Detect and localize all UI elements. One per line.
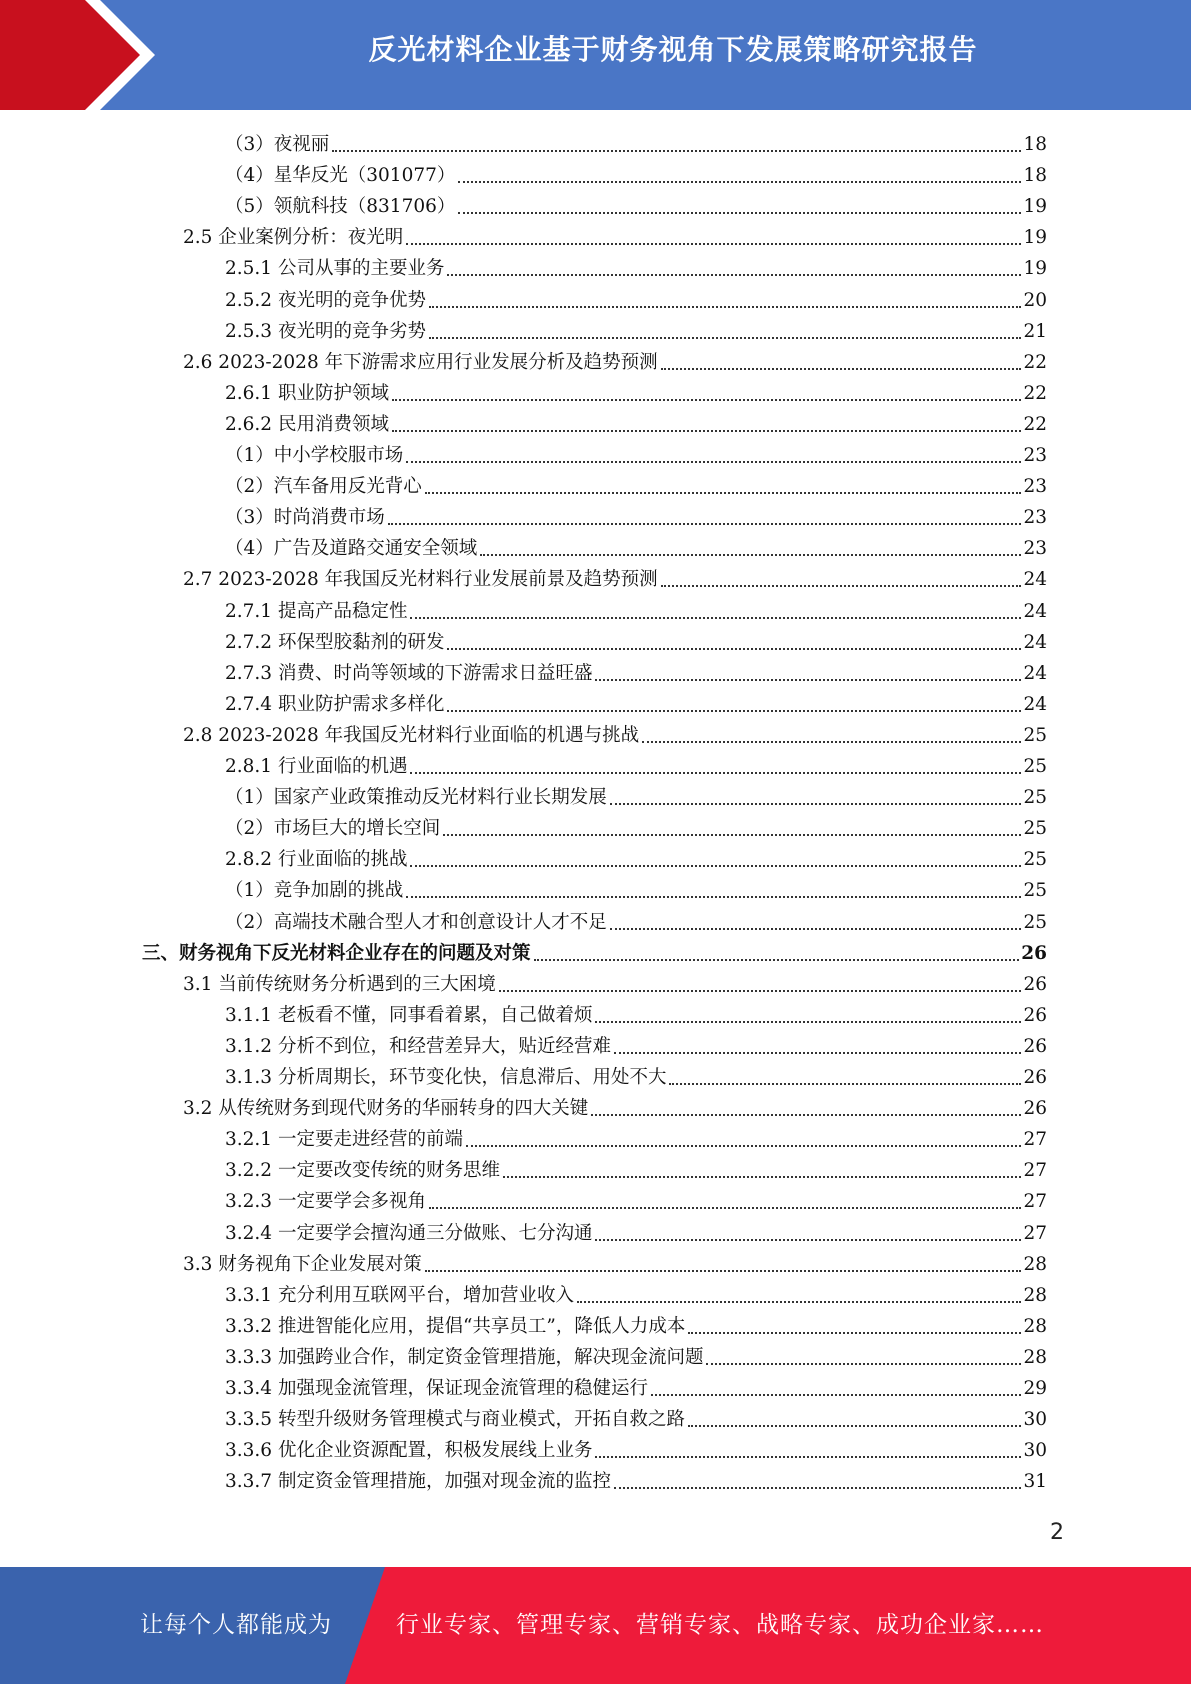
toc-entry[interactable] [225,469,1047,500]
toc-entry[interactable] [225,873,1047,904]
toc-entry-title: 2.5.3 夜光明的竞争劣势 [225,320,426,342]
toc-entry-page: 28 [1023,1346,1047,1368]
toc-entry[interactable] [225,1184,1047,1215]
toc-entry[interactable] [225,905,1047,936]
toc-dot-leader [447,273,1021,276]
toc-entry-title: 2.8.2 行业面临的挑战 [225,849,408,871]
toc-dot-leader [577,1300,1021,1303]
toc-entry-title: 2.7.1 提高产品稳定性 [225,600,408,622]
toc-dot-leader [466,1144,1021,1147]
toc-dot-leader [410,771,1021,774]
page-header [0,0,1191,110]
toc-entry[interactable] [183,718,1047,749]
toc-dot-leader [610,802,1022,805]
toc-entry-page: 30 [1023,1409,1047,1431]
toc-entry-title: 2.5.1 公司从事的主要业务 [225,258,445,280]
toc-entry[interactable] [225,407,1047,438]
toc-entry-page: 28 [1023,1315,1047,1337]
toc-dot-leader [410,864,1021,867]
toc-entry[interactable] [225,376,1047,407]
toc-entry[interactable] [225,780,1047,811]
toc-dot-leader [642,740,1021,743]
toc-dot-leader [425,491,1022,494]
toc-dot-leader [534,958,1020,961]
toc-entry[interactable] [225,1464,1047,1495]
toc-entry[interactable] [225,158,1047,189]
toc-entry[interactable] [225,1371,1047,1402]
toc-entry-title: （1）中小学校服市场 [225,445,404,466]
toc-entry-title: 2.7 2023-2028 年我国反光材料行业发展前景及趋势预测 [183,569,658,591]
toc-dot-leader [661,584,1022,587]
toc-entry[interactable] [183,345,1047,376]
toc-entry-title: 2.7.2 环保型胶黏剂的研发 [225,631,445,653]
toc-entry-title: （4）星华反光（301077） [225,165,456,187]
toc-entry-title: （1）国家产业政策推动反光材料行业长期发展 [225,787,607,809]
toc-dot-leader [688,1331,1021,1334]
toc-dot-leader [480,553,1021,556]
toc-entry-title: 2.6.2 民用消费领域 [225,413,389,435]
toc-dot-leader [614,1486,1021,1489]
footer-slogan-left: 让每个人都能成为 [140,1612,332,1638]
toc-entry[interactable] [225,438,1047,469]
toc-entry-page: 25 [1023,911,1047,933]
toc-entry[interactable] [183,1247,1047,1278]
toc-entry-title: （3）夜视丽 [225,134,330,155]
toc-dot-leader [458,211,1021,214]
toc-dot-leader [688,1424,1021,1427]
toc-entry-page: 23 [1023,476,1047,498]
toc-entry-title: 3.2.4 一定要学会擅沟通三分做账、七分沟通 [225,1222,593,1244]
toc-entry-page: 26 [1023,1098,1047,1120]
toc-entry-page: 24 [1023,631,1047,653]
toc-entry-page: 24 [1023,569,1047,591]
toc-entry[interactable] [225,1309,1047,1340]
toc-entry-page: 27 [1023,1129,1047,1151]
toc-entry-page: 25 [1023,849,1047,871]
toc-entry[interactable] [225,189,1047,220]
toc-dot-leader [458,180,1021,183]
toc-dot-leader [499,989,1022,992]
footer-slogan-right: 行业专家、管理专家、营销专家、战略专家、成功企业家…… [396,1612,1044,1638]
toc-entry[interactable] [225,1122,1047,1153]
toc-dot-leader [332,149,1021,152]
toc-dot-leader [406,895,1021,898]
toc-entry-title: 2.5.2 夜光明的竞争优势 [225,289,426,311]
toc-entry-title: 2.8 2023-2028 年我国反光材料行业面临的机遇与挑战 [183,724,640,746]
toc-entry-title: 3.2.1 一定要走进经营的前端 [225,1129,463,1151]
toc-entry[interactable] [225,500,1047,531]
toc-entry-page: 22 [1023,351,1047,373]
toc-dot-leader [392,398,1021,401]
toc-entry-title: 3.3.5 转型升级财务管理模式与商业模式，开拓自救之路 [225,1409,685,1431]
toc-entry[interactable] [225,811,1047,842]
toc-dot-leader [429,1206,1021,1209]
toc-dot-leader [651,1393,1021,1396]
toc-entry[interactable] [225,251,1047,282]
toc-entry-title: 3.3.1 充分利用互联网平台，增加营业收入 [225,1284,574,1306]
toc-entry-page: 27 [1023,1191,1047,1213]
toc-dot-leader [429,305,1021,308]
toc-dot-leader [706,1362,1021,1365]
toc-entry[interactable] [225,1433,1047,1464]
toc-dot-leader [595,1238,1021,1241]
toc-entry[interactable] [183,220,1047,251]
toc-entry[interactable] [142,936,1047,967]
toc-entry-page: 26 [1023,973,1047,995]
toc-dot-leader [429,336,1021,339]
toc-entry-page: 24 [1023,600,1047,622]
toc-entry[interactable] [225,625,1047,656]
toc-dot-leader [661,367,1022,370]
toc-entry-page: 31 [1023,1471,1047,1493]
toc-entry-title: 3.1 当前传统财务分析遇到的三大困境 [183,973,496,995]
toc-dot-leader [595,678,1021,681]
toc-entry-title: 3.3 财务视角下企业发展对策 [183,1253,422,1275]
toc-entry-title: 2.8.1 行业面临的机遇 [225,756,408,777]
toc-entry[interactable] [225,283,1047,314]
toc-entry-page: 19 [1023,196,1047,218]
toc-entry-page: 23 [1023,445,1047,466]
toc-entry-title: （3）时尚消费市场 [225,507,385,529]
toc-dot-leader [595,1020,1021,1023]
toc-entry-page: 19 [1023,258,1047,280]
toc-entry-page: 26 [1023,1035,1047,1057]
report-title: 反光材料企业基于财务视角下发展策略研究报告 [368,33,978,66]
toc-entry-title: 3.1.2 分析不到位，和经营差异大，贴近经营难 [225,1035,611,1057]
toc-entry-title: 2.6.1 职业防护领域 [225,382,389,404]
toc-dot-leader [406,460,1021,463]
toc-entry-title: （2）市场巨大的增长空间 [225,818,441,840]
toc-entry[interactable] [225,656,1047,687]
toc-entry[interactable] [183,562,1047,593]
toc-dot-leader [610,927,1022,930]
toc-entry-title: 3.1.1 老板看不懂，同事看着累，自己做着烦 [225,1004,593,1026]
toc-entry-page: 28 [1023,1284,1047,1306]
toc-entry-page: 23 [1023,507,1047,529]
toc-entry-page: 26 [1023,1067,1047,1088]
page-number: 2 [1050,1520,1064,1545]
toc-entry[interactable] [225,314,1047,345]
toc-entry-title: 3.3.3 加强跨业合作，制定资金管理措施，解决现金流问题 [225,1346,704,1368]
toc-entry[interactable] [225,749,1047,780]
header-chevron-red [0,0,140,110]
toc-dot-leader [447,647,1021,650]
toc-entry[interactable] [225,594,1047,625]
toc-entry-title: （4）广告及道路交通安全领域 [225,538,478,560]
toc-entry[interactable] [225,1029,1047,1060]
toc-entry-page: 24 [1023,662,1047,684]
toc-dot-leader [392,429,1021,432]
toc-entry-page: 30 [1023,1440,1047,1462]
toc-entry-title: （5）领航科技（831706） [225,196,456,218]
toc-entry-page: 22 [1023,382,1047,404]
toc-entry-title: 3.3.6 优化企业资源配置，积极发展线上业务 [225,1440,593,1462]
toc-entry-title: 3.3.7 制定资金管理措施，加强对现金流的监控 [225,1471,611,1493]
toc-dot-leader [388,522,1022,525]
toc-dot-leader [406,242,1021,245]
toc-entry-title: 2.6 2023-2028 年下游需求应用行业发展分析及趋势预测 [183,351,658,373]
toc-entry[interactable] [225,687,1047,718]
toc-entry[interactable] [225,1060,1047,1091]
toc-entry-page: 22 [1023,413,1047,435]
toc-entry-title: 3.3.2 推进智能化应用，提倡“共享员工”，降低人力成本 [225,1315,686,1337]
toc-entry-page: 23 [1023,538,1047,560]
toc-dot-leader [503,1175,1021,1178]
toc-entry-page: 24 [1023,693,1047,715]
toc-entry[interactable] [225,1340,1047,1371]
toc-dot-leader [425,1269,1022,1272]
toc-entry-title: 3.3.4 加强现金流管理，保证现金流管理的稳健运行 [225,1378,648,1399]
toc-entry-title: 3.2 从传统财务到现代财务的华丽转身的四大关键 [183,1098,589,1120]
toc-entry-title: 2.7.3 消费、时尚等领域的下游需求日益旺盛 [225,662,593,684]
toc-entry-page: 18 [1023,134,1047,155]
toc-dot-leader [410,616,1021,619]
toc-entry-page: 20 [1023,289,1047,311]
toc-entry[interactable] [225,127,1047,158]
toc-dot-leader [595,1455,1021,1458]
toc-entry-title: 3.2.3 一定要学会多视角 [225,1191,426,1213]
toc-entry[interactable] [225,842,1047,873]
toc-entry-page: 26 [1021,942,1047,964]
toc-entry-page: 27 [1023,1160,1047,1182]
toc-entry-page: 18 [1023,165,1047,187]
toc-entry-title: 三、财务视角下反光材料企业存在的问题及对策 [142,942,531,964]
toc-entry-title: （2）汽车备用反光背心 [225,476,422,498]
toc-entry-page: 25 [1023,880,1047,902]
toc-entry-page: 25 [1023,818,1047,840]
toc-entry[interactable] [225,1216,1047,1247]
toc-entry-title: （1）竞争加剧的挑战 [225,880,404,902]
toc-entry-page: 25 [1023,787,1047,809]
toc-entry-title: 3.1.3 分析周期长，环节变化快，信息滞后、用处不大 [225,1067,667,1088]
toc-entry[interactable] [225,531,1047,562]
toc-entry-title: 2.5 企业案例分析：夜光明 [183,227,404,249]
toc-entry-page: 26 [1023,1004,1047,1026]
toc-dot-leader [591,1113,1021,1116]
toc-entry[interactable] [225,1153,1047,1184]
toc-dot-leader [669,1082,1021,1085]
toc-entry-page: 27 [1023,1222,1047,1244]
page-footer [0,1567,1191,1684]
toc-dot-leader [443,833,1021,836]
toc-dot-leader [447,709,1021,712]
toc-dot-leader [614,1051,1021,1054]
toc-entry-title: 2.7.4 职业防护需求多样化 [225,693,445,715]
toc-entry[interactable] [225,1402,1047,1433]
toc-entry[interactable] [183,967,1047,998]
toc-entry-page: 21 [1023,320,1047,342]
toc-entry-page: 28 [1023,1253,1047,1275]
toc-entry-page: 29 [1023,1378,1047,1399]
toc-entry[interactable] [225,1278,1047,1309]
toc-entry[interactable] [225,998,1047,1029]
toc-entry-page: 19 [1023,227,1047,249]
toc-entry-title: 3.2.2 一定要改变传统的财务思维 [225,1160,500,1182]
toc-entry-page: 25 [1023,724,1047,746]
toc-entry-title: （2）高端技术融合型人才和创意设计人才不足 [225,911,607,933]
toc-entry[interactable] [183,1091,1047,1122]
toc-entry-page: 25 [1023,756,1047,777]
